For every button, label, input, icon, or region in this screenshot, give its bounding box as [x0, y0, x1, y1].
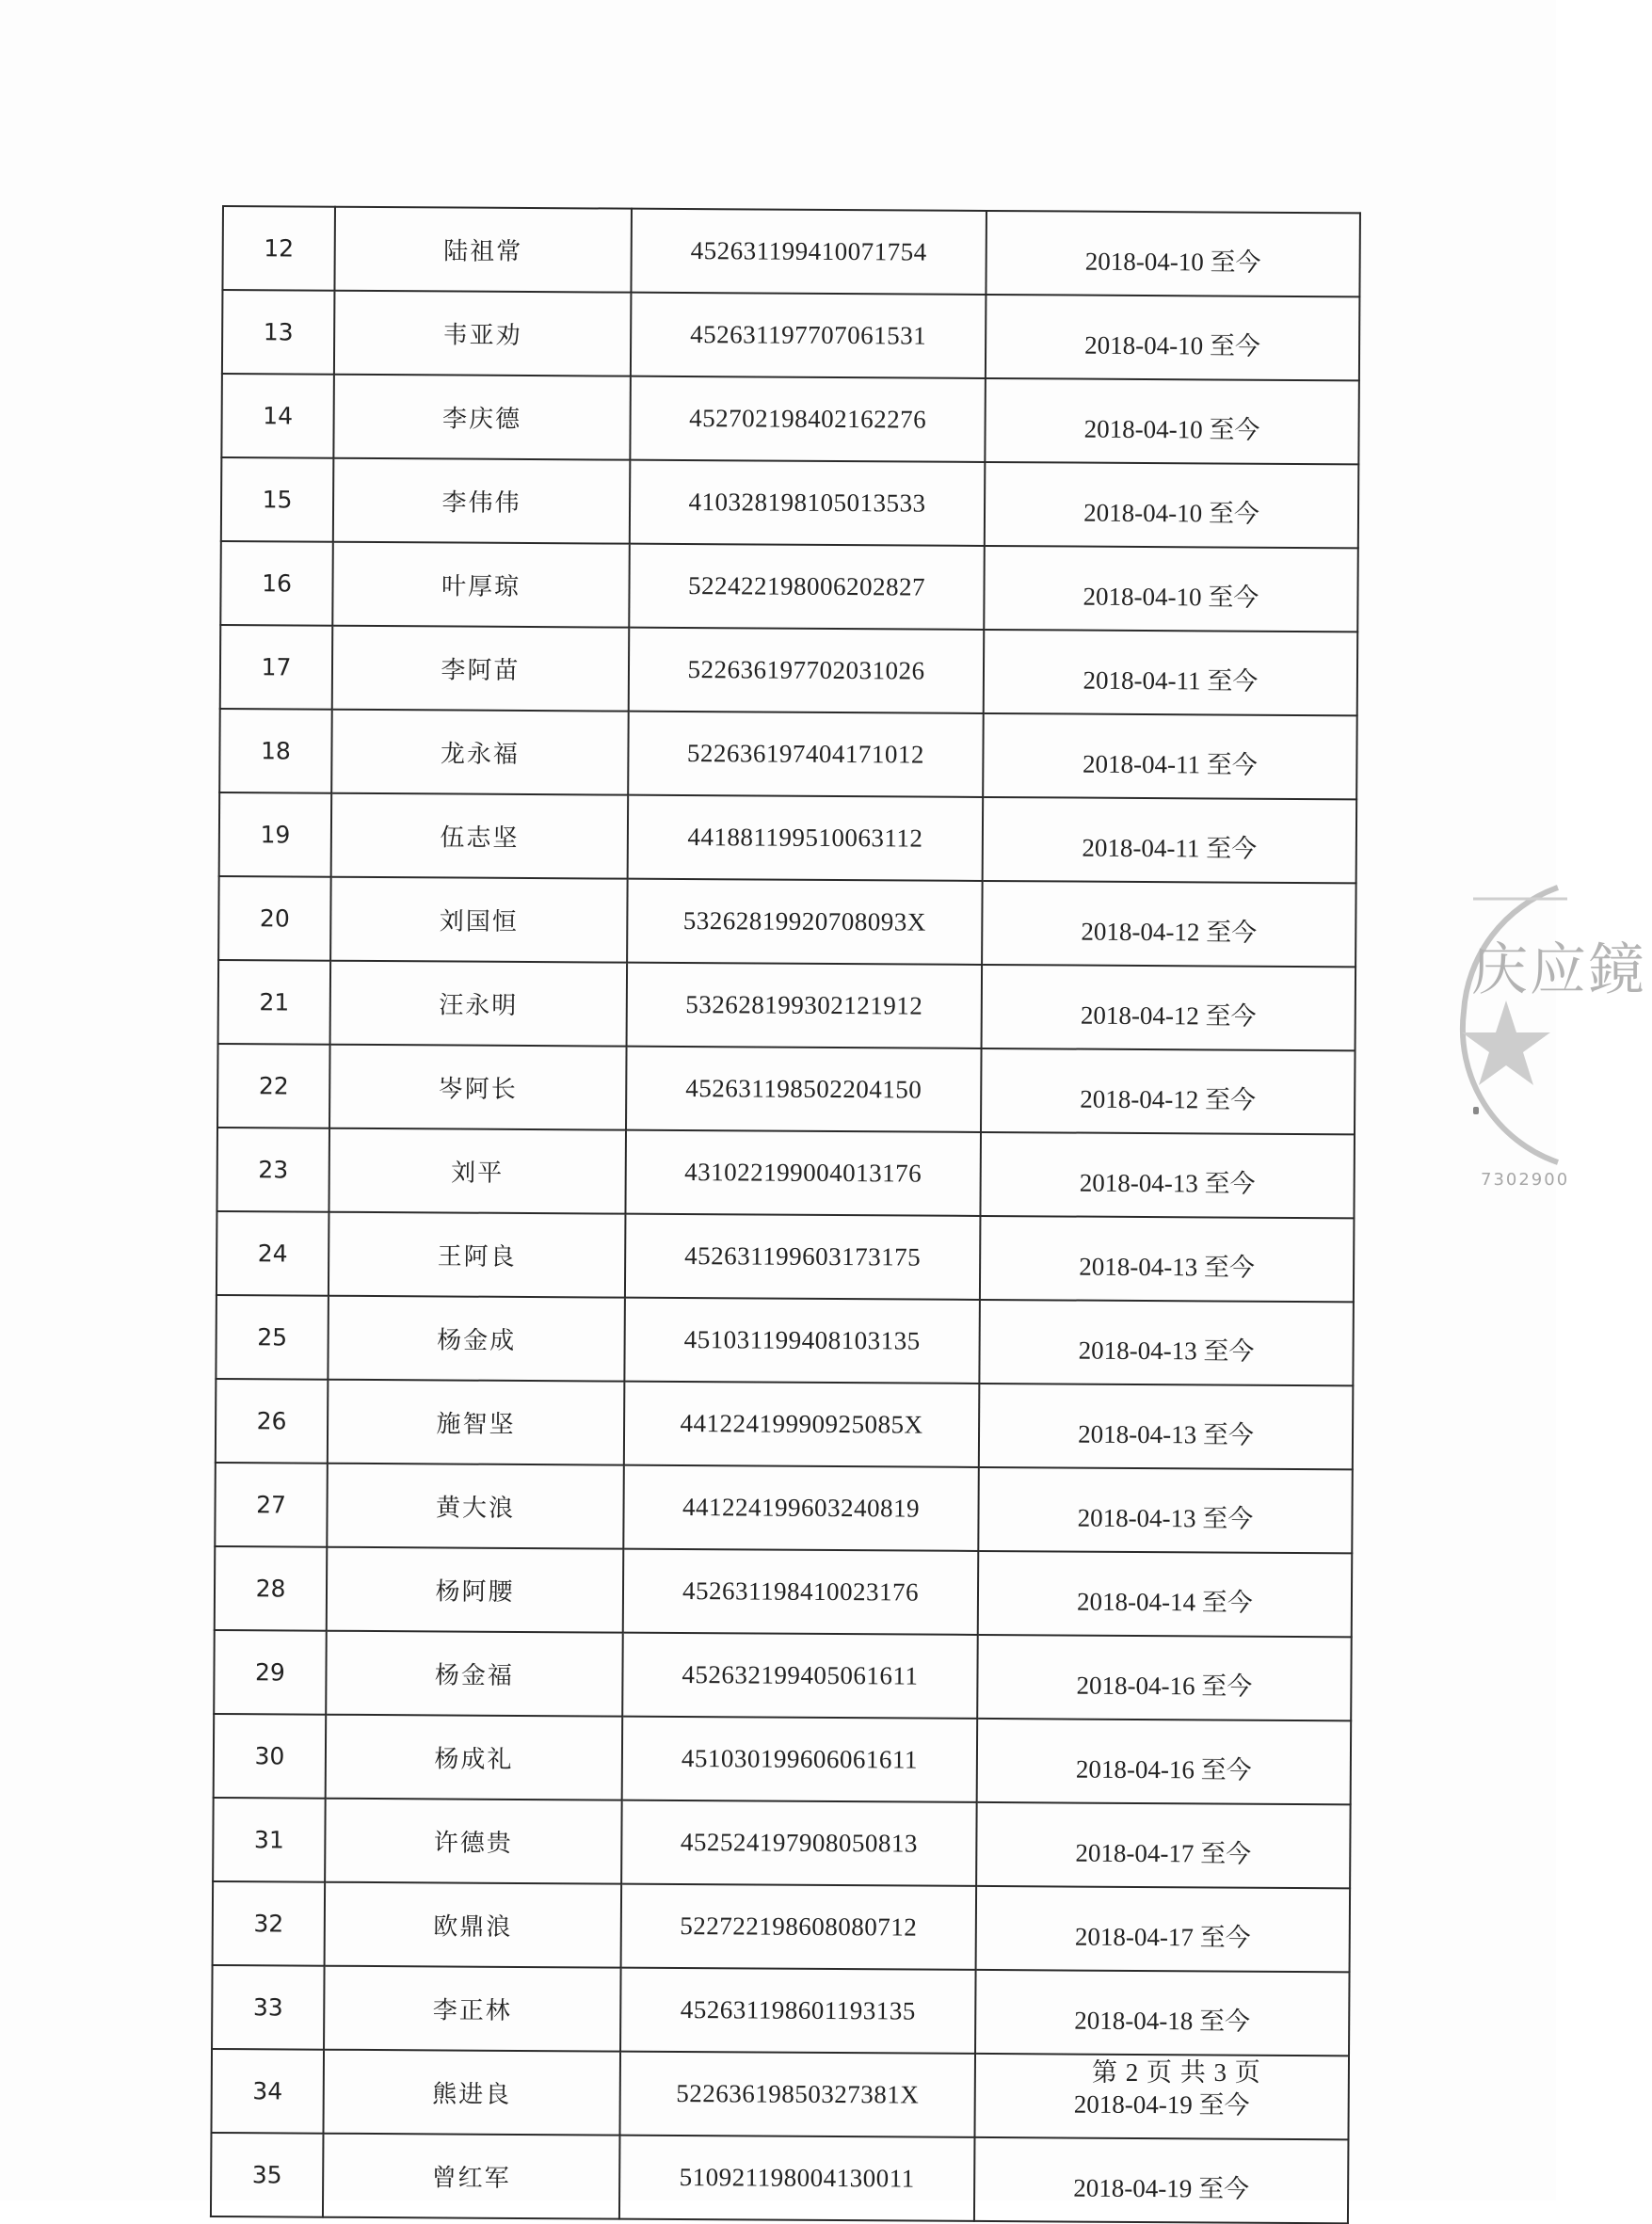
table-row [219, 792, 1357, 883]
employee-name-cell: 龙永福 [331, 710, 629, 795]
id-number-cell: 441881199510063112 [628, 795, 984, 881]
employment-period-cell: 2018-04-10 至今 [986, 295, 1360, 380]
employee-name-cell: 杨金福 [326, 1631, 623, 1717]
employment-period-cell: 2018-04-12 至今 [982, 881, 1356, 967]
id-number-cell: 452702198402162276 [630, 376, 986, 462]
table-row [217, 1128, 1355, 1218]
id-number-cell: 452631199603173175 [625, 1214, 981, 1300]
employee-name-cell: 施智坚 [328, 1380, 625, 1465]
table-row [220, 625, 1358, 715]
row-number-cell: 32 [213, 1881, 326, 1966]
table-row [213, 1798, 1351, 1888]
employment-period-cell: 2018-04-13 至今 [979, 1384, 1354, 1469]
table-row [218, 960, 1356, 1050]
employment-period-cell: 2018-04-18 至今 [975, 1970, 1350, 2056]
row-number-cell: 15 [221, 457, 334, 542]
employee-name-cell: 李庆德 [333, 375, 631, 460]
employee-name-cell: 黄大浪 [327, 1464, 624, 1549]
id-number-cell: 410328198105013533 [630, 460, 986, 546]
table-row [222, 290, 1360, 380]
employee-name-cell: 叶厚琼 [332, 542, 630, 628]
id-number-cell: 452631198601193135 [620, 1968, 976, 2054]
table-row [220, 541, 1358, 632]
table-row [217, 1044, 1355, 1134]
row-number-cell: 21 [218, 960, 331, 1045]
employment-period-cell: 2018-04-17 至今 [976, 1802, 1351, 1888]
employment-period-cell: 2018-04-14 至今 [978, 1551, 1353, 1637]
row-number-cell: 27 [215, 1463, 328, 1547]
employment-period-cell: 2018-04-13 至今 [979, 1300, 1354, 1385]
id-number-cell: 44122419990925085X [624, 1382, 980, 1467]
row-number-cell: 33 [212, 1965, 325, 2050]
row-number-cell: 18 [219, 709, 332, 793]
id-number-cell: 522722198608080712 [621, 1884, 977, 1970]
employment-period-cell: 2018-04-12 至今 [981, 1048, 1355, 1134]
roster-table-wrapper [210, 205, 1352, 2224]
id-number-cell: 510921198004130011 [619, 2136, 975, 2221]
row-number-cell: 31 [213, 1798, 326, 1882]
row-number-cell: 23 [217, 1128, 329, 1212]
table-row [215, 1463, 1353, 1553]
employee-name-cell: 李伟伟 [333, 458, 631, 544]
employment-period-cell: 2018-04-13 至今 [980, 1132, 1355, 1218]
roster-table-body [211, 206, 1360, 2223]
employee-name-cell: 欧鼎浪 [325, 1882, 622, 1968]
table-row [216, 1379, 1354, 1469]
id-number-cell: 522636197702031026 [629, 628, 985, 713]
employment-period-cell: 2018-04-12 至今 [982, 965, 1356, 1050]
employee-name-cell: 曾红军 [323, 2134, 620, 2219]
table-row [219, 709, 1357, 799]
employment-period-cell: 2018-04-17 至今 [976, 1886, 1351, 1972]
row-number-cell: 20 [218, 876, 331, 961]
employment-period-cell: 2018-04-10 至今 [984, 546, 1358, 632]
row-number-cell: 29 [214, 1630, 327, 1715]
id-number-cell: 522636197404171012 [628, 712, 984, 797]
employee-name-cell: 许德贵 [325, 1799, 622, 1884]
row-number-cell: 12 [222, 206, 335, 291]
id-number-cell: 452524197908050813 [621, 1800, 977, 1886]
row-number-cell: 13 [222, 290, 335, 375]
row-number-cell: 28 [215, 1546, 328, 1631]
employee-name-cell: 王阿良 [329, 1212, 626, 1298]
id-number-cell: 52263619850327381X [619, 2052, 975, 2137]
employment-period-cell: 2018-04-11 至今 [984, 630, 1358, 715]
employee-name-cell: 李正林 [324, 1966, 621, 2052]
table-row [216, 1295, 1354, 1385]
id-number-cell: 522422198006202827 [629, 544, 985, 630]
employment-period-cell: 2018-04-19 至今 [974, 2137, 1349, 2223]
id-number-cell: 441224199603240819 [623, 1465, 979, 1551]
row-number-cell: 26 [216, 1379, 329, 1464]
page-number-text: 第 2 页 共 3 页 [1092, 2058, 1261, 2087]
row-number-cell: 16 [220, 541, 333, 626]
id-number-cell: 53262819920708093X [627, 879, 983, 965]
employment-period-cell: 2018-04-10 至今 [985, 462, 1359, 548]
employment-period-cell: 2018-04-19 至今 [974, 2054, 1349, 2139]
employee-name-cell: 陆祖常 [334, 207, 632, 293]
id-number-cell: 452631199410071754 [631, 209, 986, 295]
table-row [214, 1630, 1352, 1720]
table-row [222, 206, 1360, 296]
employee-name-cell: 韦亚劝 [334, 291, 632, 376]
employment-period-cell: 2018-04-16 至今 [977, 1719, 1352, 1804]
employment-period-cell: 2018-04-13 至今 [980, 1216, 1355, 1302]
seal-star-icon [1462, 1000, 1550, 1085]
id-number-cell: 452631198410023176 [623, 1549, 979, 1635]
employment-period-cell: 2018-04-16 至今 [977, 1635, 1352, 1720]
employment-period-cell: 2018-04-11 至今 [983, 713, 1357, 799]
page-footer [1092, 2052, 1261, 2088]
seal-code: 7302900 [1481, 1170, 1570, 1190]
employee-name-cell: 熊进良 [323, 2050, 620, 2136]
table-row [218, 876, 1356, 967]
employee-name-cell: 伍志坚 [331, 793, 629, 879]
employee-name-cell: 杨阿腰 [327, 1547, 624, 1633]
table-row [214, 1714, 1352, 1804]
id-number-cell: 532628199302121912 [627, 963, 983, 1048]
id-number-cell: 431022199004013176 [625, 1130, 981, 1216]
table-row [213, 1881, 1351, 1972]
employment-period-cell: 2018-04-11 至今 [983, 797, 1357, 883]
scan-speck [1473, 1107, 1479, 1114]
row-number-cell: 35 [211, 2133, 324, 2217]
id-number-cell: 452631197707061531 [631, 293, 986, 378]
employee-name-cell: 刘平 [329, 1128, 626, 1214]
table-row [211, 2133, 1349, 2223]
id-number-cell: 452632199405061611 [622, 1633, 978, 1719]
employment-period-cell: 2018-04-10 至今 [986, 211, 1360, 296]
id-number-cell: 451031199408103135 [624, 1298, 980, 1384]
id-number-cell: 452631198502204150 [626, 1047, 982, 1132]
seal-text: 庆应鏡 [1471, 937, 1646, 1003]
employee-name-cell: 汪永明 [330, 961, 628, 1047]
official-seal [1464, 880, 1652, 1190]
row-number-cell: 25 [216, 1295, 329, 1380]
table-row [212, 1965, 1350, 2056]
employee-name-cell: 杨成礼 [326, 1715, 623, 1800]
table-row [215, 1546, 1353, 1637]
row-number-cell: 30 [214, 1714, 327, 1799]
table-row [221, 374, 1359, 464]
row-number-cell: 14 [221, 374, 334, 458]
employment-period-cell: 2018-04-10 至今 [985, 378, 1359, 464]
row-number-cell: 19 [219, 792, 332, 877]
table-row [221, 457, 1359, 548]
row-number-cell: 22 [217, 1044, 330, 1128]
employee-name-cell: 李阿苗 [332, 626, 630, 712]
employment-period-cell: 2018-04-13 至今 [978, 1467, 1353, 1553]
row-number-cell: 17 [220, 625, 333, 710]
employee-name-cell: 杨金成 [328, 1296, 625, 1382]
id-number-cell: 451030199606061611 [622, 1717, 978, 1802]
table-row [217, 1211, 1355, 1302]
row-number-cell: 24 [217, 1211, 329, 1296]
employee-name-cell: 刘国恒 [330, 877, 628, 963]
employee-name-cell: 岑阿长 [329, 1045, 627, 1130]
roster-table [210, 205, 1361, 2224]
row-number-cell: 34 [211, 2049, 324, 2134]
